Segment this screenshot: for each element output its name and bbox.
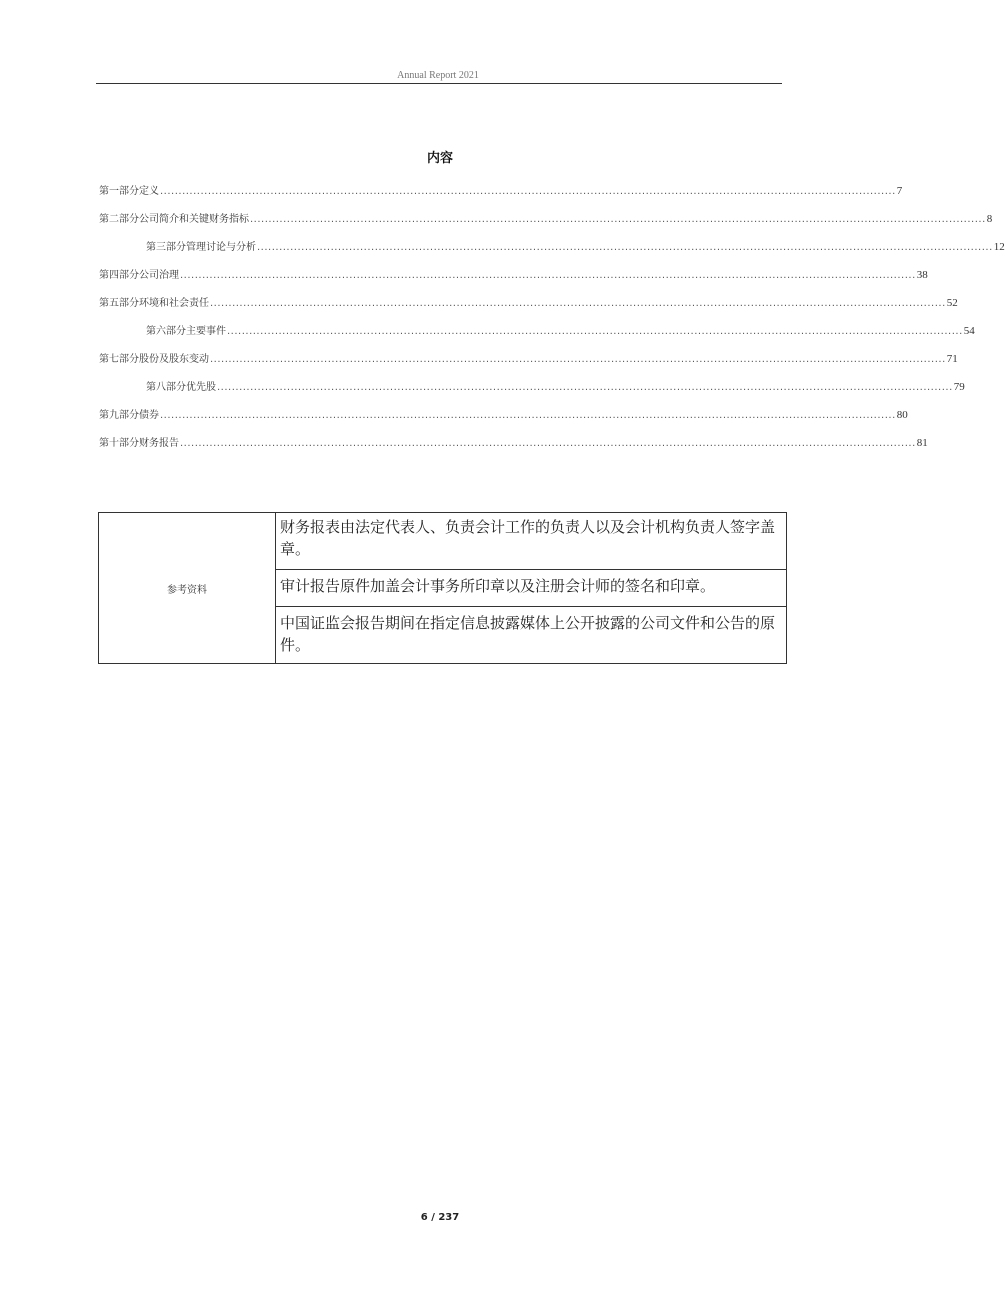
- toc-part-label: 第九部分: [99, 410, 139, 421]
- toc-entry[interactable]: [146, 377, 965, 393]
- toc-entry[interactable]: [99, 265, 928, 281]
- toc-entry[interactable]: [99, 405, 908, 421]
- toc-leader-dots: ........................................................................................................................................................................................................: [180, 270, 916, 281]
- toc-leader-dots: ........................................................................................................................................................................................................: [227, 326, 963, 337]
- toc-page-number: 79: [953, 381, 965, 393]
- toc-page-number: 71: [946, 353, 958, 365]
- toc-page-number: 54: [963, 325, 975, 337]
- toc-entry-title: 环境和社会责任: [139, 298, 209, 309]
- toc-part-label: 第二部分: [99, 214, 139, 225]
- toc-page-number: 52: [946, 297, 958, 309]
- toc-entry[interactable]: [146, 321, 975, 337]
- toc-part-label: 第六部分: [146, 326, 186, 337]
- toc-leader-dots: ........................................................................................................................................................................................................: [210, 354, 946, 365]
- toc-page-number: 8: [986, 213, 993, 225]
- toc-entry[interactable]: [99, 293, 958, 309]
- toc-entry-title: 定义: [139, 186, 159, 197]
- toc-entry-title: 管理讨论与分析: [186, 242, 256, 253]
- reference-item: 审计报告原件加盖会计事务所印章以及注册会计师的签名和印章。: [276, 570, 786, 607]
- toc-part-label: 第七部分: [99, 354, 139, 365]
- toc-page-number: 12: [993, 241, 1005, 253]
- page-number: 6 / 237: [420, 1212, 460, 1223]
- reference-item: 财务报表由法定代表人、负责会计工作的负责人以及会计机构负责人签字盖章。: [276, 513, 786, 570]
- toc-leader-dots: ........................................................................................................................................................................................................: [160, 186, 896, 197]
- toc-part-label: 第十部分: [99, 438, 139, 449]
- toc-page-number: 81: [916, 437, 928, 449]
- reference-label: 参考资料: [99, 513, 276, 663]
- toc-leader-dots: ........................................................................................................................................................................................................: [250, 214, 986, 225]
- toc-part-label: 第四部分: [99, 270, 139, 281]
- toc-part-label: 第五部分: [99, 298, 139, 309]
- toc-leader-dots: ........................................................................................................................................................................................................: [217, 382, 953, 393]
- toc-leader-dots: ........................................................................................................................................................................................................: [180, 438, 916, 449]
- toc-entry[interactable]: [99, 209, 993, 225]
- reference-table: [98, 512, 787, 664]
- toc-entry-title: 公司简介和关键财务指标: [139, 214, 249, 225]
- toc-entry-title: 主要事件: [186, 326, 226, 337]
- toc-entry-title: 股份及股东变动: [139, 354, 209, 365]
- toc-entry[interactable]: [146, 237, 1005, 253]
- toc-entry[interactable]: [99, 181, 903, 197]
- toc-part-label: 第三部分: [146, 242, 186, 253]
- toc-entry-title: 债券: [139, 410, 159, 421]
- toc-entry-title: 财务报告: [139, 438, 179, 449]
- toc-entry[interactable]: [99, 433, 928, 449]
- toc-part-label: 第一部分: [99, 186, 139, 197]
- toc-page-number: 7: [896, 185, 903, 197]
- toc-page-number: 80: [896, 409, 908, 421]
- toc-leader-dots: ........................................................................................................................................................................................................: [160, 410, 896, 421]
- toc-page-number: 38: [916, 269, 928, 281]
- toc-entry-title: 优先股: [186, 382, 216, 393]
- reference-item: 中国证监会报告期间在指定信息披露媒体上公开披露的公司文件和公告的原件。: [280, 614, 776, 654]
- toc-entry-title: 公司治理: [139, 270, 179, 281]
- toc-part-label: 第八部分: [146, 382, 186, 393]
- toc-leader-dots: ........................................................................................................................................................................................................: [257, 242, 993, 253]
- toc-title: 内容: [426, 151, 453, 166]
- toc-leader-dots: ........................................................................................................................................................................................................: [210, 298, 946, 309]
- toc-entry[interactable]: [99, 349, 958, 365]
- running-header: Annual Report 2021: [397, 70, 479, 81]
- header-rule: [96, 83, 782, 84]
